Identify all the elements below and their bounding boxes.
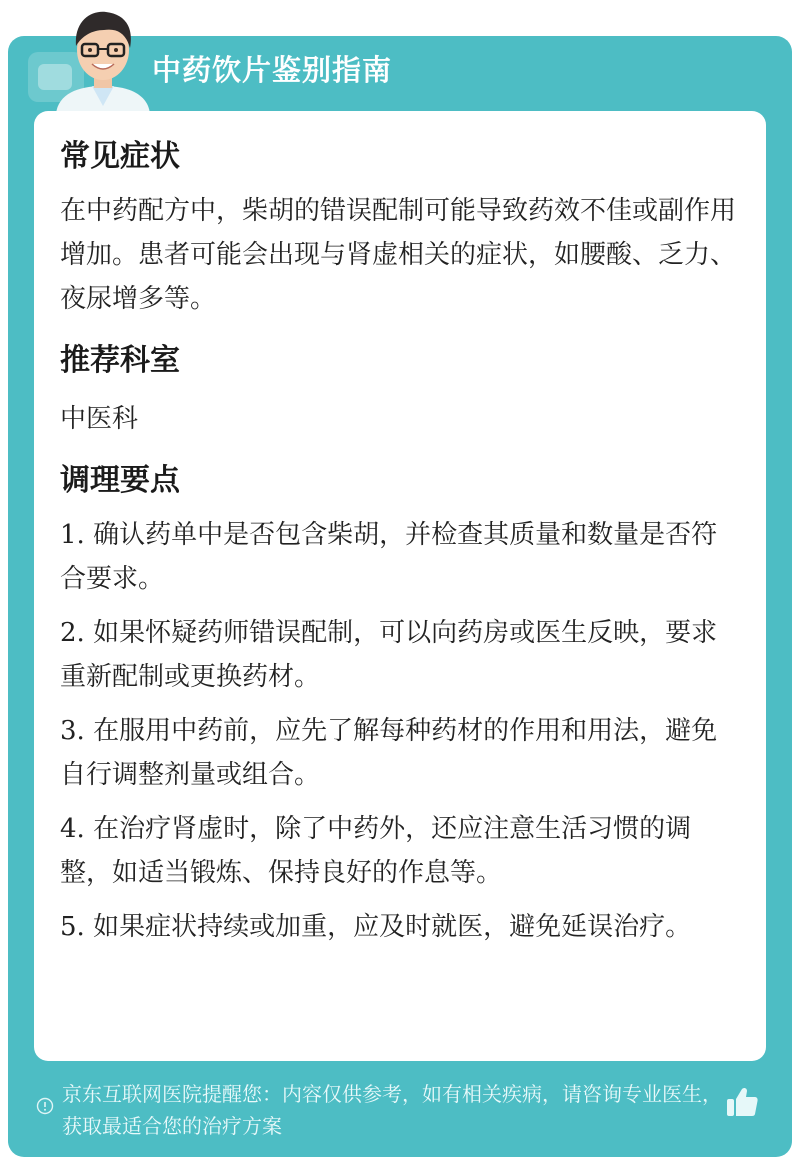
tip-number: 2. [60,618,85,648]
disclaimer-footer [36,1074,766,1144]
tip-number: 5. [60,912,85,942]
care-tip [60,513,740,601]
department-text: 中医科 [60,404,139,434]
thumbs-up-icon[interactable] [724,1084,760,1120]
content-card [34,111,766,1061]
disclaimer-text: 京东互联网医院提醒您：内容仅供参考，如有相关疾病，请咨询专业医生，获取最适合您的治疗方案 [62,1082,722,1138]
tip-number: 4. [60,814,85,844]
tip-text: 如果症状持续或加重，应及时就医，避免延误治疗。 [84,912,692,942]
tip-text: 如果怀疑药师错误配制，可以向药房或医生反映，要求重新配制或更换药材。 [60,618,718,692]
tip-text: 确认药单中是否包含柴胡，并检查其质量和数量是否符合要求。 [60,520,718,594]
care-section [60,459,740,949]
tip-text: 在服用中药前，应先了解每种药材的作用和用法，避免自行调整剂量或组合。 [60,716,718,790]
care-tip [60,905,740,949]
department-section [60,339,740,441]
symptoms-text: 在中药配方中，柴胡的错误配制可能导致药效不佳或副作用增加。患者可能会出现与肾虚相关的症状，如腰酸、乏力、夜尿增多等。 [60,196,737,314]
care-tip [60,611,740,699]
info-icon [36,1097,54,1115]
care-tip [60,709,740,797]
page-title: 中药饮片鉴别指南 [152,53,393,87]
doctor-avatar [48,6,158,114]
tip-number: 3. [60,716,85,746]
tip-number: 1. [60,520,85,550]
department-heading: 推荐科室 [60,343,180,378]
care-tip [60,807,740,895]
care-heading: 调理要点 [60,463,180,498]
symptoms-heading: 常见症状 [60,139,180,174]
tip-text: 在治疗肾虚时，除了中药外，还应注意生活习惯的调整，如适当锻炼、保持良好的作息等。 [60,814,692,888]
symptoms-section [60,135,740,321]
